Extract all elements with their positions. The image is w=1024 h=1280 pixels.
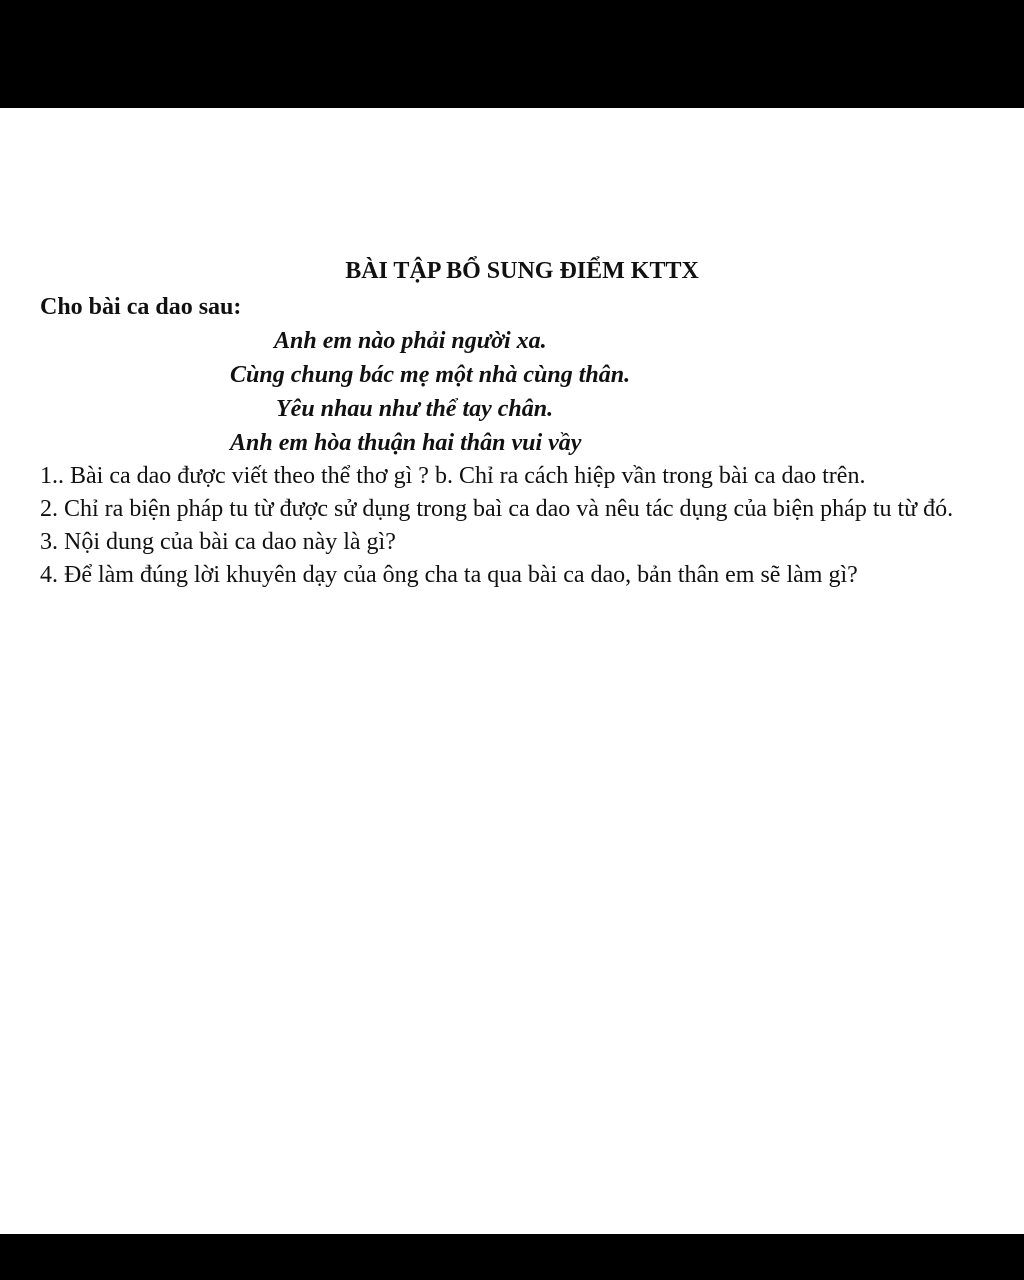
question-1: 1.. Bài ca dao được viết theo thể thơ gì ? b. Chỉ ra cách hiệp vần trong bài ca dao trên. (40, 463, 866, 489)
question-4: 4. Để làm đúng lời khuyên dạy của ông cha ta qua bài ca dao, bản thân em sẽ làm gì? (40, 562, 858, 588)
poem-line: Cùng chung bác mẹ một nhà cùng thân. (230, 362, 631, 388)
poem-line: Anh em hòa thuận hai thân vui vầy (230, 430, 582, 456)
question-2: 2. Chỉ ra biện pháp tu từ được sử dụng trong baì ca dao và nêu tác dụng của biện pháp tu từ đó. (40, 496, 954, 522)
poem-line: Yêu nhau như thể tay chân. (276, 396, 554, 422)
poem-line: Anh em nào phải người xa. (274, 328, 547, 354)
bottom-black-bar (0, 1234, 1024, 1280)
question-3: 3. Nội dung của bài ca dao này là gì? (40, 529, 396, 555)
poem (40, 324, 992, 460)
top-black-bar (0, 0, 1024, 108)
document-title: BÀI TẬP BỔ SUNG ĐIỂM KTTX (345, 258, 699, 284)
document-page (40, 252, 992, 592)
intro-text: Cho bài ca dao sau: (40, 294, 242, 320)
